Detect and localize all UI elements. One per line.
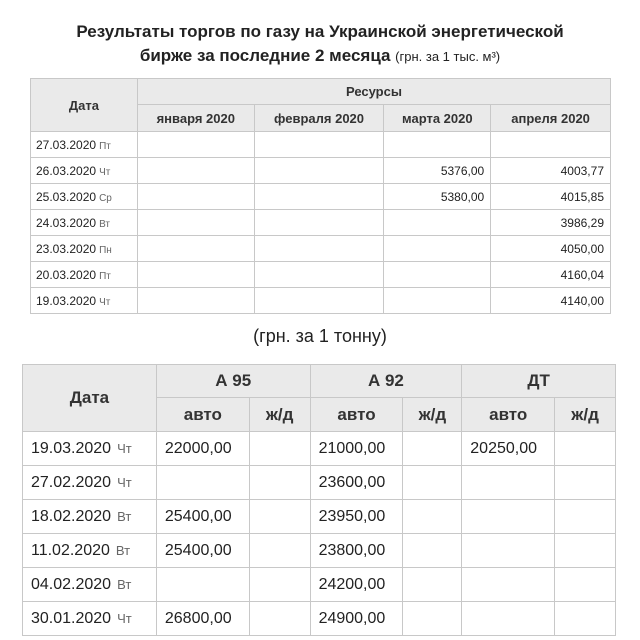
price-cell-feb (254, 288, 384, 314)
price-cell-dt-auto (462, 602, 555, 636)
price-cell-mar (384, 262, 491, 288)
date-value: 25.03.2020 (36, 189, 97, 204)
table-row (31, 158, 611, 184)
fuel-prices-table (22, 364, 616, 636)
gas-month-header: февраля 2020 (254, 105, 384, 132)
price-cell-mar (384, 236, 491, 262)
table-row (31, 262, 611, 288)
price-cell-apr (491, 132, 611, 158)
weekday-label: Вт (99, 218, 110, 230)
fuel-group-header-a95: А 95 (156, 365, 310, 398)
price-cell-apr: 4015,85 (491, 184, 611, 210)
price-cell-a92-auto: 24900,00 (310, 602, 403, 636)
price-cell-dt-auto (462, 466, 555, 500)
price-cell-a92-rail (403, 534, 462, 568)
price-cell-jan (137, 262, 254, 288)
price-cell-a95-auto: 26800,00 (156, 602, 249, 636)
date-cell (23, 500, 157, 534)
price-cell-a95-rail (249, 534, 310, 568)
date-cell (23, 568, 157, 602)
price-cell-a95-rail (249, 568, 310, 602)
price-cell-jan (137, 210, 254, 236)
date-value: 26.03.2020 (36, 163, 97, 178)
price-cell-feb (254, 184, 384, 210)
table-row (23, 568, 616, 602)
price-cell-dt-auto: 20250,00 (462, 432, 555, 466)
price-cell-feb (254, 210, 384, 236)
date-cell (23, 534, 157, 568)
price-cell-a92-auto: 24200,00 (310, 568, 403, 602)
price-cell-mar (384, 132, 491, 158)
price-cell-jan (137, 236, 254, 262)
date-cell (23, 432, 157, 466)
table-row (23, 466, 616, 500)
table-row (23, 500, 616, 534)
gas-results-title (0, 20, 640, 69)
date-cell (31, 288, 138, 314)
fuel-sub-header-rail: ж/д (555, 398, 616, 432)
price-cell-dt-rail (555, 466, 616, 500)
date-cell (23, 602, 157, 636)
price-cell-a92-auto: 23950,00 (310, 500, 403, 534)
price-cell-apr: 4140,00 (491, 288, 611, 314)
gas-month-header: апреля 2020 (491, 105, 611, 132)
price-cell-jan (137, 132, 254, 158)
price-cell-a95-auto (156, 466, 249, 500)
date-value: 23.03.2020 (36, 241, 97, 256)
weekday-label: Пт (99, 140, 111, 152)
price-cell-apr: 3986,29 (491, 210, 611, 236)
price-cell-mar: 5376,00 (384, 158, 491, 184)
price-cell-feb (254, 132, 384, 158)
date-cell (31, 262, 138, 288)
price-cell-dt-auto (462, 534, 555, 568)
weekday-label: Вт (115, 542, 131, 558)
price-cell-apr: 4050,00 (491, 236, 611, 262)
price-cell-apr: 4003,77 (491, 158, 611, 184)
price-cell-a95-auto: 22000,00 (156, 432, 249, 466)
price-cell-mar: 5380,00 (384, 184, 491, 210)
price-cell-a92-auto: 23800,00 (310, 534, 403, 568)
table-row (31, 288, 611, 314)
price-cell-a95-rail (249, 500, 310, 534)
price-cell-a92-rail (403, 466, 462, 500)
weekday-label: Вт (117, 508, 132, 524)
price-cell-a92-rail (403, 568, 462, 602)
price-cell-mar (384, 210, 491, 236)
price-cell-a92-rail (403, 602, 462, 636)
weekday-label: Ср (99, 192, 112, 204)
price-cell-a95-auto (156, 568, 249, 602)
price-cell-dt-auto (462, 568, 555, 602)
price-cell-jan (137, 184, 254, 210)
date-value: 30.01.2020 (31, 609, 112, 627)
price-cell-a92-rail (403, 500, 462, 534)
title-line-2 (0, 44, 640, 69)
price-cell-dt-rail (555, 534, 616, 568)
date-cell (31, 184, 138, 210)
date-value: 24.03.2020 (36, 215, 97, 230)
date-value: 19.03.2020 (36, 293, 97, 308)
price-cell-mar (384, 288, 491, 314)
fuel-sub-header-auto: авто (310, 398, 403, 432)
price-cell-dt-auto (462, 500, 555, 534)
date-cell (31, 158, 138, 184)
price-cell-a95-auto: 25400,00 (156, 500, 249, 534)
weekday-label: Чт (99, 166, 111, 178)
price-cell-apr: 4160,04 (491, 262, 611, 288)
weekday-label: Чт (117, 440, 132, 456)
table-row (31, 132, 611, 158)
date-cell (31, 210, 138, 236)
date-value: 04.02.2020 (31, 575, 112, 593)
fuel-group-header-a92: А 92 (310, 365, 462, 398)
date-value: 20.03.2020 (36, 267, 97, 282)
date-cell (31, 132, 138, 158)
price-cell-a95-rail (249, 432, 310, 466)
table-row (31, 236, 611, 262)
fuel-group-header-dt: ДТ (462, 365, 616, 398)
price-cell-a95-rail (249, 602, 310, 636)
price-cell-a92-rail (403, 432, 462, 466)
date-cell (31, 236, 138, 262)
weekday-label: Чт (117, 610, 132, 626)
fuel-sub-header-auto: авто (156, 398, 249, 432)
date-value: 11.02.2020 (31, 541, 110, 559)
price-cell-dt-rail (555, 500, 616, 534)
price-cell-feb (254, 262, 384, 288)
gas-date-header: Дата (31, 79, 138, 132)
table-row (31, 184, 611, 210)
date-value: 27.02.2020 (31, 473, 112, 491)
price-cell-a95-rail (249, 466, 310, 500)
price-cell-a92-auto: 21000,00 (310, 432, 403, 466)
price-cell-a92-auto: 23600,00 (310, 466, 403, 500)
price-cell-feb (254, 236, 384, 262)
table-row (31, 210, 611, 236)
title-unit: (грн. за 1 тыс. м³) (395, 49, 501, 64)
fuel-sub-header-rail: ж/д (403, 398, 462, 432)
fuel-date-header: Дата (23, 365, 157, 432)
weekday-label: Чт (99, 296, 111, 308)
price-cell-dt-rail (555, 432, 616, 466)
price-cell-dt-rail (555, 602, 616, 636)
weekday-label: Вт (117, 576, 132, 592)
price-cell-dt-rail (555, 568, 616, 602)
table-row (23, 602, 616, 636)
fuel-sub-header-rail: ж/д (249, 398, 310, 432)
gas-month-header: января 2020 (137, 105, 254, 132)
gas-month-header: марта 2020 (384, 105, 491, 132)
weekday-label: Чт (117, 474, 132, 490)
title-line-1: Результаты торгов по газу на Украинской энергетической (76, 22, 564, 41)
date-value: 18.02.2020 (31, 507, 112, 525)
fuel-table-body (23, 432, 616, 636)
table-row (23, 432, 616, 466)
date-value: 27.03.2020 (36, 137, 97, 152)
gas-table-body (31, 132, 611, 314)
fuel-subtitle: (грн. за 1 тонну) (253, 326, 387, 346)
gas-resources-header: Ресурсы (137, 79, 610, 105)
title-line-2-text: бирже за последние 2 месяца (139, 46, 391, 65)
price-cell-jan (137, 288, 254, 314)
price-cell-feb (254, 158, 384, 184)
fuel-sub-header-auto: авто (462, 398, 555, 432)
gas-prices-table (30, 78, 611, 314)
weekday-label: Пн (99, 244, 112, 256)
price-cell-jan (137, 158, 254, 184)
price-cell-a95-auto: 25400,00 (156, 534, 249, 568)
table-row (23, 534, 616, 568)
weekday-label: Пт (99, 270, 111, 282)
date-value: 19.03.2020 (31, 439, 112, 457)
date-cell (23, 466, 157, 500)
